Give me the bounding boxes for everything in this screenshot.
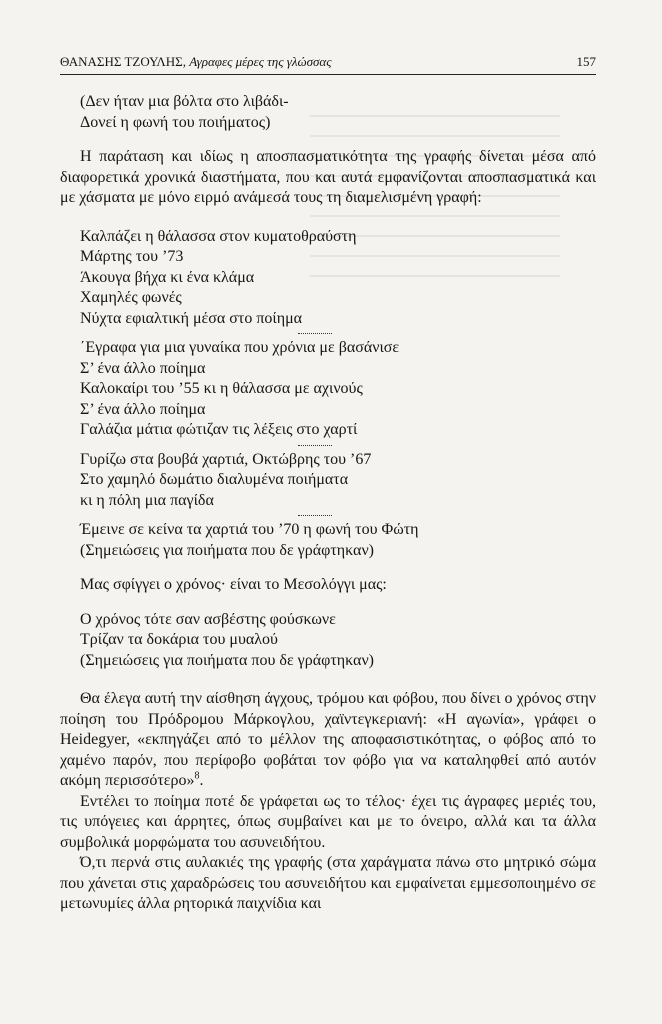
poem-excerpt-4 (80, 450, 596, 512)
poem-line: (Σημειώσεις για ποιήματα που δε γράφτηκαν) (80, 541, 374, 559)
poem-line: Τρίζαν τα δοκάρια του μυαλού (80, 631, 278, 648)
poem-line: Ο χρόνος τότε σαν ασβέστης φούσκωνε (80, 610, 336, 628)
poem-line: Άκουγα βήχα κι ένα κλάμα (80, 268, 255, 286)
poem-line: Καλπάζει η θάλασσα στον κυματοθραύστη (80, 227, 357, 245)
paragraph-1: Η παράταση και ιδίως η αποσπασματικότητα της γραφής δίνεται μέσα από διαφορετικά χρονικά διαστήματα, που και αυτά εμφανίζονται αποσπασματικά και με χάσματα με μόνο ειρμό ανάμεσά τους τη διαμελισμένη γραφή: (60, 148, 596, 206)
poem-line: κι η πόλη μια παγίδα (80, 491, 214, 509)
poem-line: Καλοκαίρι του ’55 κι η θάλασσα με αχινούς (80, 380, 363, 397)
poem-line: Σ’ ένα άλλο ποίημα (80, 359, 206, 377)
section-separator (298, 515, 332, 516)
running-header (60, 52, 596, 75)
poem-line: Δονεί η φωνή του ποιήματος) (80, 113, 271, 131)
paragraph-2-text: Θα έλεγα αυτή την αίσθηση άγχους, τρόμου και φόβου, που δίνει ο χρόνος στην ποίηση του Πρόδρομου Μάρκογλου, χαϊντεγκεριανή: «Η αγωνία», γράφει ο Heidegyer, «εκπηγάζει από το μέλλον της αποφασιστικότητας, ο φόβος από το χαμένο παρόν, που περίφοβο φοβάται τον φόβο για να καταληφθεί από αυτόν ακόμη περισσότερο» (60, 690, 596, 789)
poem-line: Στο χαμηλό δωμάτιο διαλυμένα ποιήματα (80, 471, 349, 488)
poem-line: Γαλάζια μάτια φώτιζαν τις λέξεις στο χαρτί (80, 421, 358, 438)
page-number: 157 (576, 54, 596, 69)
poem-excerpt-2 (80, 227, 596, 330)
paragraph-4: Ό,τι περνά στις αυλακιές της γραφής (στα χαράγματα πάνω στο μητρικό σώμα που χάνεται στις χαραδρώσεις του ασυνειδήτου και εμφαίνεται εμμεσοποιημένο σε μετωνυμίες άλλα ρητορικά παιχνίδια και (60, 854, 596, 912)
footnote-marker: 8 (194, 770, 200, 782)
page-body (60, 92, 596, 915)
poem-excerpt-6 (80, 575, 596, 596)
poem-line: Μάρτης του ’73 (80, 248, 184, 265)
header-author: ΘΑΝΑΣΗΣ ΤΖΟΥΛΗΣ, (60, 54, 186, 69)
poem-line: (Δεν ήταν μια βόλτα στο λιβάδι- (80, 93, 289, 110)
poem-line: Νύχτα εφιαλτική μέσα στο ποίημα (80, 309, 303, 327)
poem-line: Μας σφίγγει ο χρόνος· είναι το Μεσολόγγι μας: (80, 576, 387, 593)
poem-excerpt-7 (80, 610, 596, 672)
poem-line: Έμεινε σε κείνα τα χαρτιά του ’70 η φωνή του Φώτη (80, 521, 419, 538)
poem-line: (Σημειώσεις για ποιήματα που δε γράφτηκαν) (80, 651, 374, 669)
paragraph-3: Εντέλει το ποίημα ποτέ δε γράφεται ως το τέλος· έχει τις άγραφες μεριές του, τις υπόγειες και άρρητες, όπως συμβαίνει και με το όνειρο, αλλά και τα άλλα συμβολικά μορφώματα του ασυνειδήτου. (60, 792, 596, 851)
poem-excerpt-5 (80, 520, 596, 561)
poem-line: ΄Εγραφα για μια γυναίκα που χρόνια με βασάνισε (80, 339, 400, 356)
header-book-title: Αγραφες μέρες της γλώσσας (189, 54, 332, 69)
section-separator (298, 445, 332, 446)
header-author-and-title (60, 54, 332, 70)
section-separator (298, 333, 332, 334)
poem-line: Γυρίζω στα βουβά χαρτιά, Οκτώβρης του ’67 (80, 450, 372, 468)
poem-line: Χαμηλές φωνές (80, 289, 182, 306)
poem-line: Σ’ ένα άλλο ποίημα (80, 400, 206, 418)
paragraph-2 (60, 689, 596, 792)
paragraph-2-end: . (199, 772, 204, 789)
poem-excerpt-3 (80, 338, 596, 441)
poem-excerpt-1 (80, 92, 596, 133)
